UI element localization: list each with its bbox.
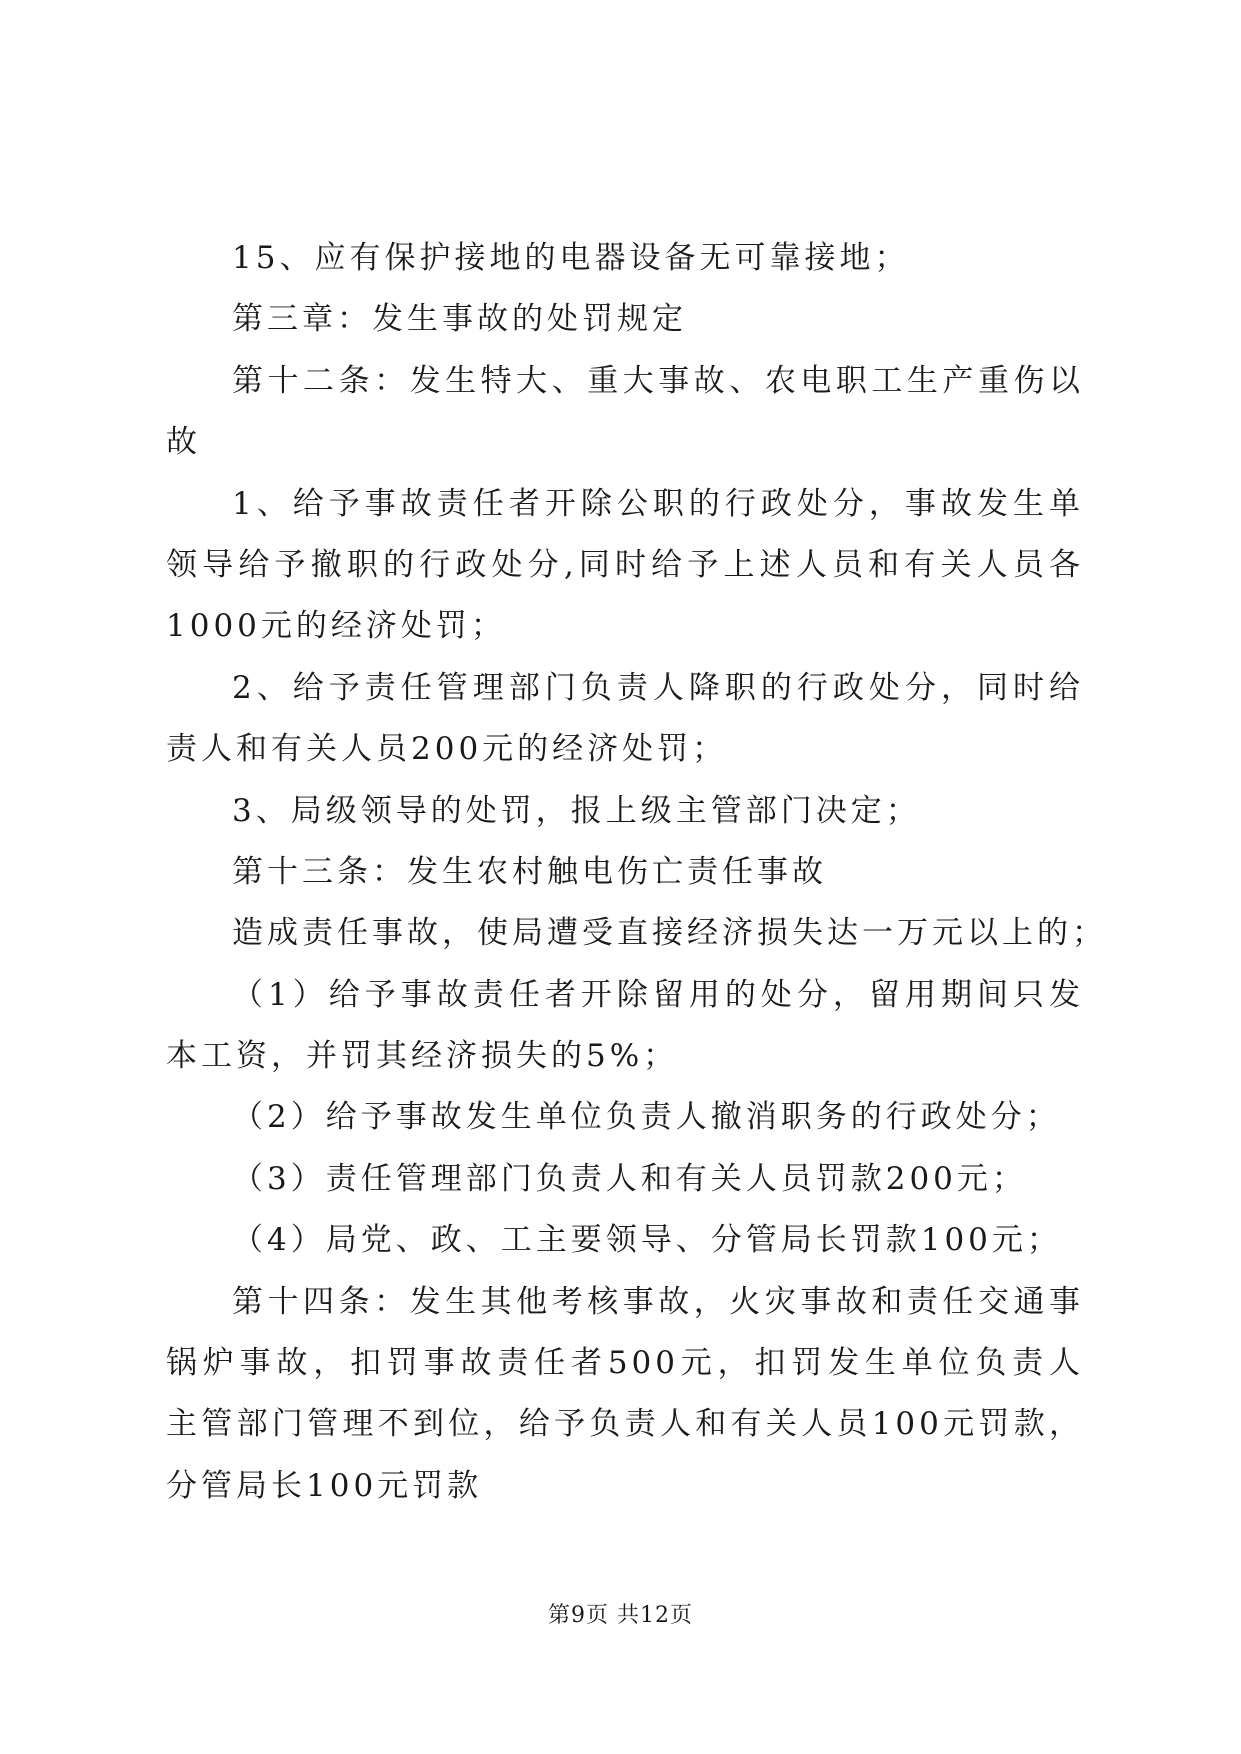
text-line: 领导给予撤职的行政处分,同时给予上述人员和有关人员各 [166, 546, 1084, 583]
text-line: （2）给予事故发生单位负责人撤消职务的行政处分； [232, 1099, 1061, 1136]
text-line: 1000元的经济处罚； [166, 608, 506, 645]
document-body [166, 228, 1107, 1517]
text-line: 3、局级领导的处罚，报上级主管部门决定； [232, 792, 921, 829]
text-line: 故 [166, 424, 201, 461]
chapter-heading: 第三章：发生事故的处罚规定 [232, 301, 687, 338]
text-line: （4）局党、政、工主要领导、分管局长罚款100元； [232, 1222, 1062, 1259]
text-line: 15、应有保护接地的电器设备无可靠接地； [232, 240, 910, 276]
text-line: 责人和有关人员200元的经济处罚； [166, 731, 728, 768]
text-line: （3）责任管理部门负责人和有关人员罚款200元； [232, 1160, 1027, 1197]
text-line: 锅炉事故，扣罚事故责任者500元，扣罚发生单位负责人 [166, 1345, 1084, 1382]
page-number-footer: 第9页 共12页 [548, 1603, 693, 1628]
article-heading: 第十二条：发生特大、重大事故、农电职工生产重伤以 [232, 362, 1084, 399]
text-line: 分管局长100元罚款 [166, 1467, 483, 1504]
article-heading: 第十三条：发生农村触电伤亡责任事故 [232, 853, 827, 890]
text-line: （1）给予事故责任者开除留用的处分，留用期间只发 [232, 976, 1084, 1013]
text-line: 2、给予责任管理部门负责人降职的行政处分，同时给 [232, 669, 1084, 706]
text-line: 造成责任事故，使局遭受直接经济损失达一万元以上的； [232, 915, 1107, 952]
article-heading: 第十四条：发生其他考核事故，火灾事故和责任交通事 [232, 1283, 1084, 1320]
text-line: 1、给予事故责任者开除公职的行政处分，事故发生单 [232, 485, 1084, 522]
text-line: 主管部门管理不到位，给予负责人和有关人员100元罚款， [166, 1406, 1084, 1443]
text-line: 本工资，并罚其经济损失的5%； [166, 1038, 679, 1075]
